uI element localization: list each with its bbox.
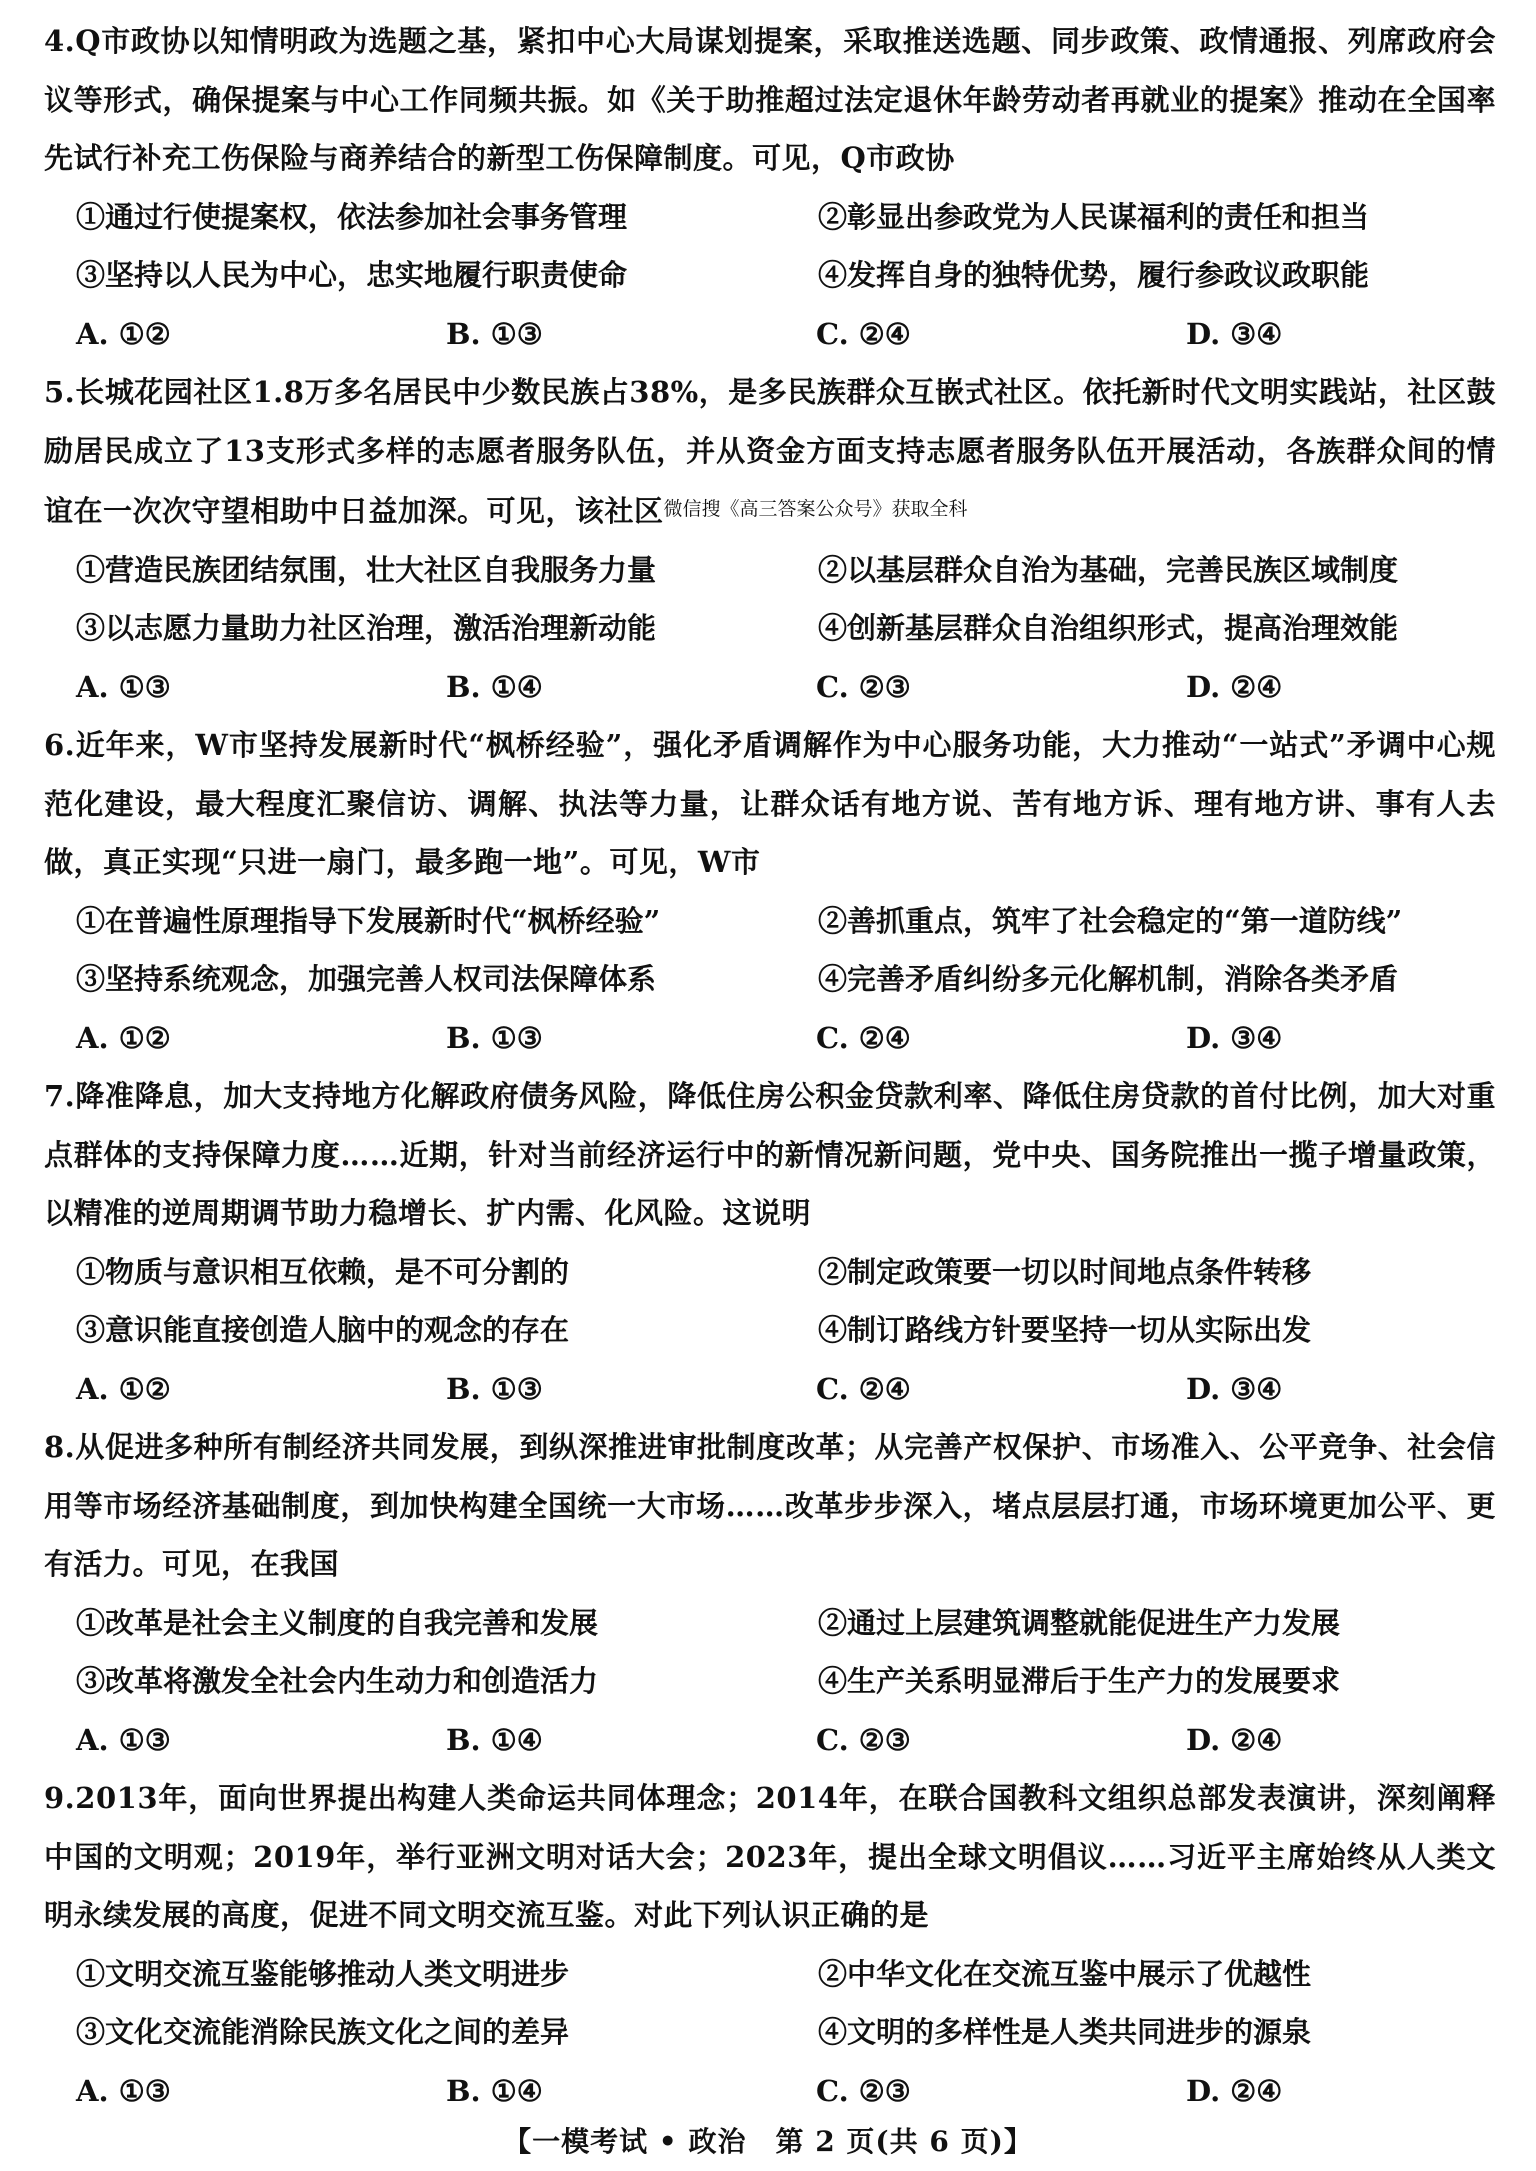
choice-d: D. ③④: [1186, 1020, 1283, 1055]
choice-c: C. ②④: [816, 1020, 911, 1055]
question-stem: [44, 716, 1496, 892]
question-text: 近年来，W市坚持发展新时代“枫桥经验”，强化矛盾调解作为中心服务功能，大力推动“一站式”矛调中心规范化建设，最大程度汇聚信访、调解、执法等力量，让群众话有地方说、苦有地方诉、理有地方讲、事有人去做，真正实现“只进一扇门，最多跑一地”。可见，W市: [44, 728, 1496, 879]
choice-b: B. ①③: [446, 1371, 543, 1406]
option-1: ①文明交流互鉴能够推动人类文明进步: [76, 1956, 570, 1991]
choice-c: C. ②③: [816, 1722, 911, 1757]
question-stem: [44, 1067, 1496, 1243]
question-text: 降准降息，加大支持地方化解政府债务风险，降低住房公积金贷款利率、降低住房贷款的首付比例，加大对重点群体的支持保障力度……近期，针对当前经济运行中的新情况新问题，党中央、国务院推出一揽子增量政策，以精准的逆周期调节助力稳增长、扩内需、化风险。这说明: [44, 1079, 1496, 1230]
question-stem: [44, 1769, 1496, 1945]
choice-a: A. ①③: [76, 1722, 171, 1757]
option-3: ③意识能直接创造人脑中的观念的存在: [76, 1313, 570, 1347]
choice-a: A. ①②: [76, 316, 171, 351]
choice-d: D. ②④: [1186, 1722, 1283, 1757]
answer-choices: [44, 305, 1496, 364]
choice-d: D. ②④: [1186, 2073, 1283, 2108]
option-2: ②彰显出参政党为人民谋福利的责任和担当: [818, 199, 1370, 234]
option-2: ②以基层群众自治为基础，完善民族区域制度: [818, 552, 1399, 587]
option-1: ①改革是社会主义制度的自我完善和发展: [76, 1605, 599, 1640]
choice-c: C. ②④: [816, 1371, 911, 1406]
question-6: [44, 716, 1496, 1067]
question-stem: [44, 12, 1496, 188]
question-stem: [44, 363, 1496, 541]
question-number: 6.: [44, 728, 76, 762]
option-4: ④文明的多样性是人类共同进步的源泉: [818, 2015, 1312, 2049]
option-1: ①物质与意识相互依赖，是不可分割的: [76, 1254, 570, 1289]
option-list: [44, 188, 1496, 305]
answer-choices: [44, 1360, 1496, 1419]
option-4: ④发挥自身的独特优势，履行参政议政职能: [818, 258, 1370, 292]
choice-b: B. ①③: [446, 1020, 543, 1055]
option-list: [44, 1243, 1496, 1360]
option-3: ③文化交流能消除民族文化之间的差异: [76, 2015, 570, 2049]
choice-b: B. ①④: [446, 669, 543, 704]
option-2: ②制定政策要一切以时间地点条件转移: [818, 1254, 1312, 1289]
question-number: 8.: [44, 1430, 76, 1464]
choice-a: A. ①②: [76, 1371, 171, 1406]
question-number: 7.: [44, 1079, 76, 1113]
choice-a: A. ①③: [76, 2073, 171, 2108]
question-7: [44, 1067, 1496, 1418]
option-3: ③坚持系统观念，加强完善人权司法保障体系: [76, 962, 657, 996]
option-list: [44, 1594, 1496, 1711]
question-number: 4.: [44, 24, 76, 58]
choice-d: D. ②④: [1186, 669, 1283, 704]
option-list: [44, 1945, 1496, 2062]
question-text: Q市政协以知情明政为选题之基，紧扣中心大局谋划提案，采取推送选题、同步政策、政情通报、列席政府会议等形式，确保提案与中心工作同频共振。如《关于助推超过法定退休年龄劳动者再就业的提案》推动在全国率先试行补充工伤保险与商养结合的新型工伤保障制度。可见，Q市政协: [44, 24, 1496, 175]
question-5: [44, 363, 1496, 716]
answer-choices: [44, 1009, 1496, 1068]
option-3: ③坚持以人民为中心，忠实地履行职责使命: [76, 258, 628, 292]
choice-c: C. ②③: [816, 669, 911, 704]
question-number: 9.: [44, 1781, 76, 1815]
question-8: [44, 1418, 1496, 1769]
question-stem: [44, 1418, 1496, 1594]
question-text: 2013年，面向世界提出构建人类命运共同体理念；2014年，在联合国教科文组织总部发表演讲，深刻阐释中国的文明观；2019年，举行亚洲文明对话大会；2023年，提出全球文明倡议……习近平主席始终从人类文明永续发展的高度，促进不同文明交流互鉴。对此下列认识正确的是: [44, 1781, 1496, 1932]
option-1: ①营造民族团结氛围，壮大社区自我服务力量: [76, 552, 657, 587]
choice-b: B. ①③: [446, 316, 543, 351]
choice-b: B. ①④: [446, 1722, 543, 1757]
option-1: ①通过行使提案权，依法参加社会事务管理: [76, 199, 628, 234]
choice-a: A. ①②: [76, 1020, 171, 1055]
option-list: [44, 892, 1496, 1009]
choice-d: D. ③④: [1186, 1371, 1283, 1406]
page-footer: 【一模考试 • 政治 第 2 页(共 6 页)】: [503, 2125, 1033, 2158]
option-2: ②中华文化在交流互鉴中展示了优越性: [818, 1956, 1312, 1991]
option-list: [44, 541, 1496, 658]
question-text: 长城花园社区1.8万多名居民中少数民族占38%，是多民族群众互嵌式社区。依托新时代文明实践站，社区鼓励居民成立了13支形式多样的志愿者服务队伍，并从资金方面支持志愿者服务队伍开展活动，各族群众间的情谊在一次次守望相助中日益加深。可见，该社区: [44, 375, 1496, 528]
question-text: 从促进多种所有制经济共同发展，到纵深推进审批制度改革；从完善产权保护、市场准入、公平竞争、社会信用等市场经济基础制度，到加快构建全国统一大市场……改革步步深入，堵点层层打通，市场环境更加公平、更有活力。可见，在我国: [44, 1430, 1496, 1581]
option-4: ④制订路线方针要坚持一切从实际出发: [818, 1313, 1312, 1347]
option-3: ③改革将激发全社会内生动力和创造活力: [76, 1664, 599, 1698]
choice-c: C. ②③: [816, 2073, 911, 2108]
choice-b: B. ①④: [446, 2073, 543, 2108]
option-2: ②善抓重点，筑牢了社会稳定的“第一道防线”: [818, 903, 1403, 938]
answer-choices: [44, 2062, 1496, 2121]
option-1: ①在普遍性原理指导下发展新时代“枫桥经验”: [76, 903, 661, 938]
option-4: ④完善矛盾纠纷多元化解机制，消除各类矛盾: [818, 962, 1399, 996]
watermark-text: 微信搜《高三答案公众号》获取全科: [663, 498, 968, 520]
option-4: ④生产关系明显滞后于生产力的发展要求: [818, 1664, 1341, 1698]
question-9: [44, 1769, 1496, 2120]
option-3: ③以志愿力量助力社区治理，激活治理新动能: [76, 611, 657, 645]
choice-d: D. ③④: [1186, 316, 1283, 351]
question-number: 5.: [44, 375, 76, 409]
question-4: [44, 12, 1496, 363]
answer-choices: [44, 1711, 1496, 1770]
choice-a: A. ①③: [76, 669, 171, 704]
option-2: ②通过上层建筑调整就能促进生产力发展: [818, 1605, 1341, 1640]
answer-choices: [44, 658, 1496, 717]
option-4: ④创新基层群众自治组织形式，提高治理效能: [818, 611, 1399, 645]
choice-c: C. ②④: [816, 316, 911, 351]
